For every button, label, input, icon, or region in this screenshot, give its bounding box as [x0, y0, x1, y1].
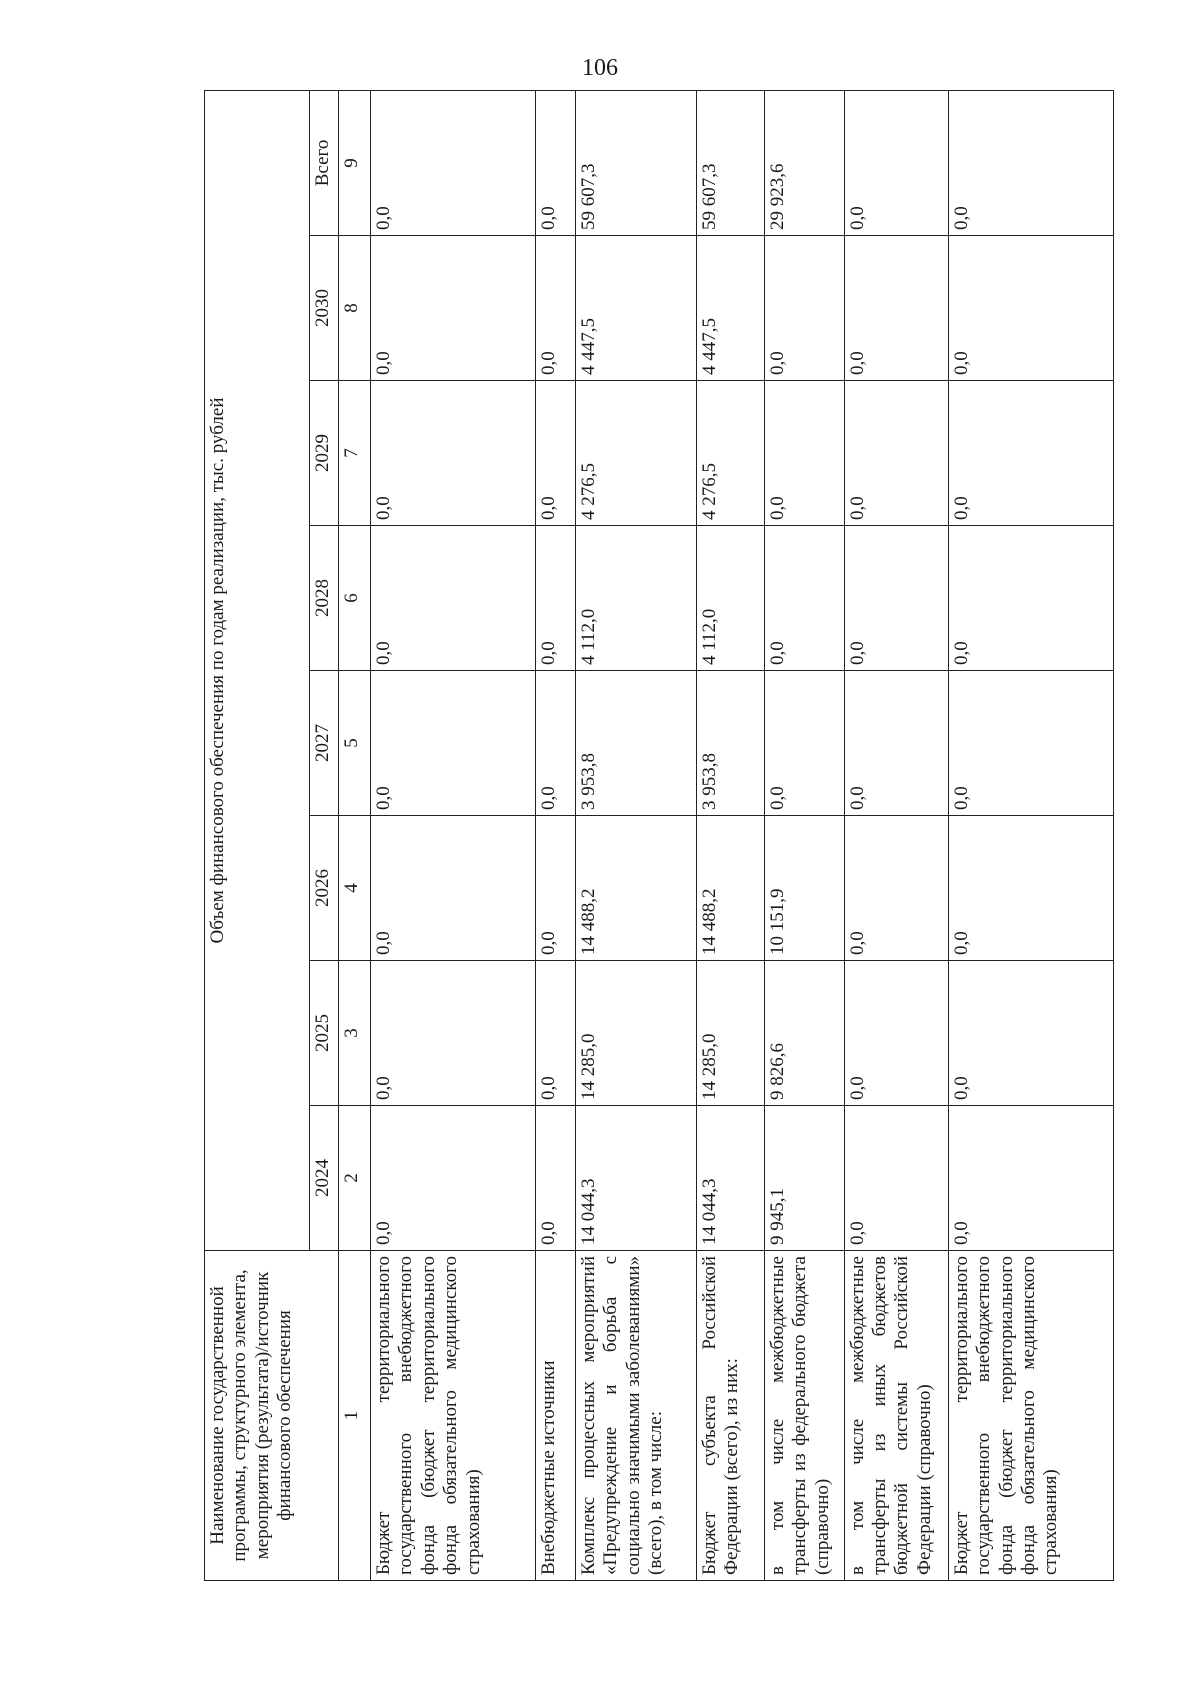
row-name: Бюджет территориального государственного внебюджетного фонда (бюджет территориального фонда обязательного медицинского страхования) — [370, 1251, 535, 1581]
row-value: 4 112,0 — [575, 526, 696, 671]
row-value: 0,0 — [844, 381, 948, 526]
row-total: 59 607,3 — [696, 90, 764, 235]
row-value: 0,0 — [370, 671, 535, 816]
row-value: 0,0 — [536, 236, 576, 381]
table-row — [844, 90, 948, 1580]
header-year: 2030 — [310, 236, 339, 381]
header-year: 2027 — [310, 671, 339, 816]
row-value: 0,0 — [844, 1106, 948, 1251]
column-number: 8 — [339, 236, 371, 381]
header-year: 2029 — [310, 381, 339, 526]
row-total: 0,0 — [536, 90, 576, 235]
row-value: 0,0 — [370, 1106, 535, 1251]
header-year: 2024 — [310, 1106, 339, 1251]
table-row — [370, 90, 535, 1580]
row-value: 0,0 — [370, 961, 535, 1106]
rotated-table-container — [204, 91, 1114, 1581]
row-value: 14 285,0 — [696, 961, 764, 1106]
table-row — [765, 90, 845, 1580]
row-name: Внебюджетные источники — [536, 1251, 576, 1581]
row-value: 14 044,3 — [696, 1106, 764, 1251]
table-row — [696, 90, 764, 1580]
column-number: 6 — [339, 526, 371, 671]
row-value: 0,0 — [948, 816, 1113, 961]
row-name: Бюджет территориального государственного внебюджетного фонда (бюджет территориального фонда обязательного медицинского страхования) — [948, 1251, 1113, 1581]
row-value: 0,0 — [948, 961, 1113, 1106]
column-number: 1 — [339, 1251, 371, 1581]
header-year: 2025 — [310, 961, 339, 1106]
table-row — [536, 90, 576, 1580]
row-total: 0,0 — [948, 90, 1113, 235]
column-numbers-row — [339, 90, 371, 1580]
header-row — [205, 90, 310, 1580]
row-value: 0,0 — [948, 671, 1113, 816]
column-number: 4 — [339, 816, 371, 961]
row-value: 0,0 — [536, 671, 576, 816]
row-value: 0,0 — [536, 816, 576, 961]
row-value: 0,0 — [844, 236, 948, 381]
row-value: 0,0 — [844, 961, 948, 1106]
page-number: 106 — [582, 55, 618, 81]
row-value: 4 276,5 — [696, 381, 764, 526]
row-value: 0,0 — [536, 1106, 576, 1251]
row-value: 0,0 — [765, 236, 845, 381]
row-value: 0,0 — [765, 381, 845, 526]
column-number: 7 — [339, 381, 371, 526]
financing-table — [204, 90, 1114, 1581]
column-number: 9 — [339, 90, 371, 235]
row-value: 0,0 — [765, 526, 845, 671]
row-value: 3 953,8 — [696, 671, 764, 816]
row-value: 0,0 — [536, 381, 576, 526]
row-total: 0,0 — [370, 90, 535, 235]
column-number: 5 — [339, 671, 371, 816]
header-year: 2028 — [310, 526, 339, 671]
row-value: 0,0 — [370, 381, 535, 526]
column-number: 3 — [339, 961, 371, 1106]
table-row — [575, 90, 696, 1580]
row-value: 0,0 — [765, 671, 845, 816]
column-number: 2 — [339, 1106, 371, 1251]
table-row — [948, 90, 1113, 1580]
row-total: 29 923,6 — [765, 90, 845, 235]
row-name: в том числе межбюджетные трансферты из иных бюджетов бюджетной системы Российской Федерации (справочно) — [844, 1251, 948, 1581]
row-value: 0,0 — [370, 816, 535, 961]
row-value: 0,0 — [370, 526, 535, 671]
row-value: 0,0 — [948, 1106, 1113, 1251]
row-value: 0,0 — [536, 526, 576, 671]
row-value: 0,0 — [948, 236, 1113, 381]
row-value: 4 447,5 — [696, 236, 764, 381]
header-volume-caption: Объем финансового обеспечения по годам реализации, тыс. рублей — [205, 90, 310, 1250]
row-value: 9 945,1 — [765, 1106, 845, 1251]
row-name: в том числе межбюджетные трансферты из федерального бюджета (справочно) — [765, 1251, 845, 1581]
row-value: 0,0 — [948, 526, 1113, 671]
row-value: 0,0 — [948, 381, 1113, 526]
row-value: 14 285,0 — [575, 961, 696, 1106]
row-value: 4 276,5 — [575, 381, 696, 526]
row-value: 14 488,2 — [575, 816, 696, 961]
row-value: 0,0 — [536, 961, 576, 1106]
row-value: 0,0 — [370, 236, 535, 381]
row-value: 0,0 — [844, 671, 948, 816]
row-value: 0,0 — [844, 816, 948, 961]
row-value: 4 447,5 — [575, 236, 696, 381]
header-year: 2026 — [310, 816, 339, 961]
row-name: Комплекс процессных мероприятий «Предупреждение и борьба с социально значимыми заболеваниями» (всего), в том числе: — [575, 1251, 696, 1581]
row-total: 59 607,3 — [575, 90, 696, 235]
row-name: Бюджет субъекта Российской Федерации (всего), из них: — [696, 1251, 764, 1581]
header-total: Всего — [310, 90, 339, 235]
row-value: 4 112,0 — [696, 526, 764, 671]
row-value: 14 488,2 — [696, 816, 764, 961]
row-value: 0,0 — [844, 526, 948, 671]
row-value: 14 044,3 — [575, 1106, 696, 1251]
row-value: 9 826,6 — [765, 961, 845, 1106]
row-total: 0,0 — [844, 90, 948, 235]
row-value: 10 151,9 — [765, 816, 845, 961]
header-name-column: Наименование государственной программы, структурного элемента, мероприятия (результата)/источник финансового обеспечения — [205, 1251, 339, 1581]
row-value: 3 953,8 — [575, 671, 696, 816]
